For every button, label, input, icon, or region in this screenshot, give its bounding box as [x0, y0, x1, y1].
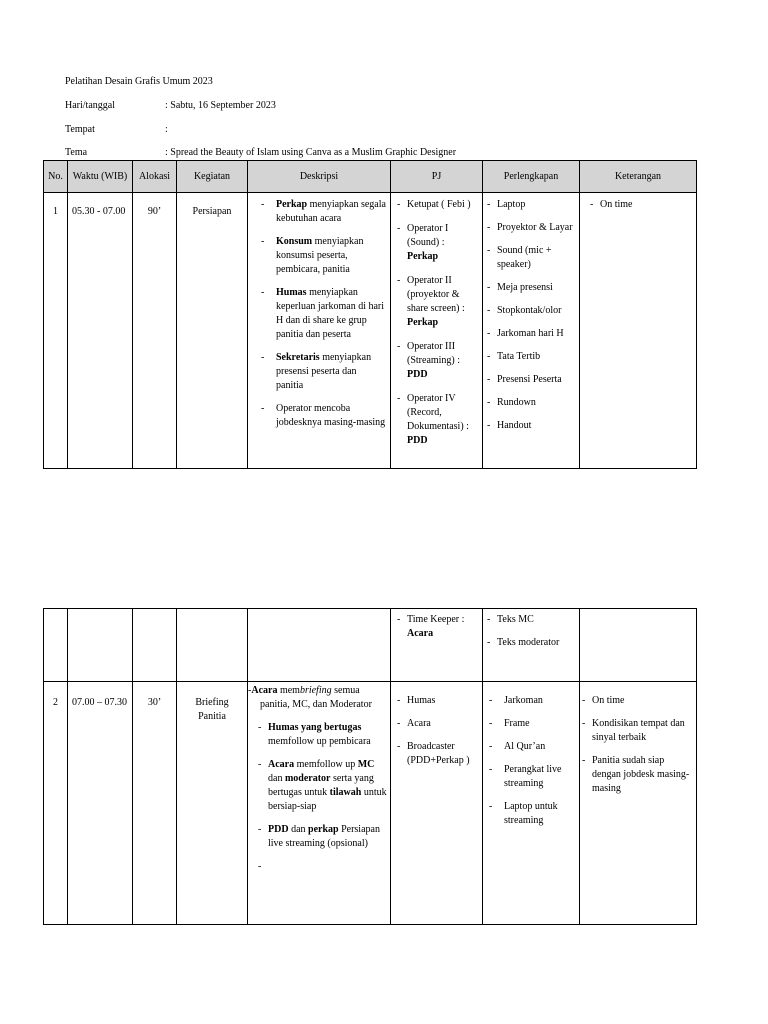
row-perlengkapan: [483, 193, 580, 469]
table-header-row: [44, 161, 697, 193]
list-item: - Teks MC: [487, 613, 575, 627]
list-item: - Jarkoman: [480, 694, 575, 708]
list-item: - Tata Tertib: [487, 350, 575, 364]
header-row-place: [65, 124, 168, 136]
list-item: - Humas: [397, 694, 478, 708]
schedule-table-2: [43, 608, 697, 925]
list-item: - Rundown: [487, 396, 575, 410]
cont-perlengkapan: [483, 609, 580, 682]
perlengkapan-list: [487, 613, 575, 650]
cont-pj: [391, 609, 483, 682]
desc-bold: Humas yang bertugas: [268, 722, 362, 733]
pj-bold: Perkap: [407, 251, 439, 262]
list-item: - Teks moderator: [487, 636, 575, 650]
desc-text: menyiapkan segala kebutuhan acara: [276, 199, 386, 224]
row-kegiatan-text: Briefing Panitia: [195, 697, 229, 722]
row-alokasi-text: 90’: [147, 206, 162, 217]
keterangan-list: [590, 198, 692, 212]
list-item: - Presensi Peserta: [487, 373, 575, 387]
table-row-continuation: [44, 609, 697, 682]
desc-bold: Humas: [276, 287, 307, 298]
pj-text: Operator IV (Record, Dokumentasi) :: [407, 393, 469, 432]
pj-bold: PDD: [407, 435, 428, 446]
header-row-date: [65, 100, 276, 112]
perlengkapan-list: [487, 198, 575, 433]
desc-bold: Sekretaris: [276, 352, 320, 363]
header-label: Tempat: [65, 124, 95, 135]
col-header-kegiatan: Kegiatan: [177, 161, 248, 193]
row-kegiatan-text: Persiapan: [192, 206, 232, 217]
pj-list: [397, 613, 478, 641]
row-alokasi-text: 30’: [147, 697, 162, 708]
cell-empty: [44, 609, 68, 682]
list-item: - Broadcaster (PDD+Perkap ): [397, 740, 478, 768]
desc-bold: moderator: [284, 773, 331, 784]
pj-list: [397, 694, 478, 768]
row-pj: [391, 682, 483, 925]
list-item: - Panitia sudah siap dengan jobdesk masing-masing: [582, 754, 692, 796]
header-label: Tema: [65, 147, 88, 158]
col-header-keterangan: Keterangan: [580, 161, 697, 193]
deskripsi-list: [252, 198, 386, 430]
desc-empty-item: -: [258, 861, 262, 872]
desc-text: memfollow up pembicara: [268, 736, 371, 747]
list-item: [252, 198, 386, 226]
cell-empty: [580, 609, 697, 682]
list-item: - Jarkoman hari H: [487, 327, 575, 341]
list-item: [252, 402, 386, 430]
pj-bold: PDD: [407, 369, 428, 380]
col-header-perlengkapan: Perlengkapan: [483, 161, 580, 193]
list-item: - Laptop: [487, 198, 575, 212]
desc-bold: Konsum: [276, 236, 313, 247]
pj-list: [397, 198, 478, 448]
desc-text: semua panitia, MC, dan Moderator: [260, 685, 372, 710]
row-waktu: [68, 682, 133, 925]
row-waktu-text: 05.30 - 07.00: [72, 206, 126, 217]
row-no: [44, 682, 68, 925]
list-item: - Kondisikan tempat dan sinyal terbaik: [582, 717, 692, 745]
pj-text: Operator II (proyektor & share screen) :: [407, 275, 465, 314]
list-item: - Sound (mic + speaker): [487, 244, 575, 272]
pj-bold: Perkap: [407, 317, 439, 328]
row-alokasi: [133, 682, 177, 925]
desc-text: dan: [268, 773, 285, 784]
pj-text: Operator I (Sound) :: [407, 223, 449, 248]
cell-empty: [177, 609, 248, 682]
list-item: - Acara: [397, 717, 478, 731]
list-item: - Perangkat live streaming: [480, 763, 575, 791]
row-no-text: 1: [53, 206, 58, 217]
desc-text: mem: [277, 685, 300, 696]
pj-bold: Acara: [407, 628, 434, 639]
col-header-pj: PJ: [391, 161, 483, 193]
list-item: [258, 721, 388, 749]
list-item: [397, 222, 478, 264]
list-item: - Frame: [480, 717, 575, 731]
cell-empty: [133, 609, 177, 682]
desc-bold: Acara: [268, 759, 295, 770]
row-waktu: [68, 193, 133, 469]
desc-bold: PDD: [268, 824, 289, 835]
list-item: - Meja presensi: [487, 281, 575, 295]
row-pj: [391, 193, 483, 469]
desc-text: untuk bersiap-siap: [268, 787, 387, 812]
list-item: - On time: [590, 198, 692, 212]
desc-text: Persiapan live streaming (opsional): [268, 824, 380, 849]
pj-text: Operator III (Streaming) :: [407, 341, 461, 366]
desc-italic: briefing: [299, 685, 332, 696]
pj-text: Ketupat ( Febi ): [407, 199, 471, 210]
row-keterangan: [580, 193, 697, 469]
list-item: [252, 235, 386, 277]
desc-text: menyiapkan konsumsi peserta, pembicara, panitia: [276, 236, 364, 275]
list-item: [252, 351, 386, 393]
col-header-alokasi: Alokasi: [133, 161, 177, 193]
desc-bold: perkap: [308, 824, 339, 835]
list-item: - Handout: [487, 419, 575, 433]
list-item: - Laptop untuk streaming: [480, 800, 575, 828]
cell-empty: [248, 609, 391, 682]
list-item: - Stopkontak/olor: [487, 304, 575, 318]
list-item: [397, 392, 478, 448]
schedule-table-1: [43, 160, 697, 469]
row-perlengkapan: [483, 682, 580, 925]
list-item: - Proyektor & Layar: [487, 221, 575, 235]
col-header-no: No.: [44, 161, 68, 193]
desc-bold: tilawah: [329, 787, 362, 798]
desc-bold: Perkap: [276, 199, 308, 210]
table-row: [44, 193, 697, 469]
row-no-text: 2: [53, 697, 58, 708]
header-value: : Spread the Beauty of Islam using Canva as a Muslim Graphic Designer: [165, 147, 457, 158]
list-item: [258, 758, 388, 814]
list-item: [397, 274, 478, 330]
list-item: - On time: [582, 694, 692, 708]
list-item: [258, 823, 388, 851]
keterangan-list: [582, 694, 692, 796]
header-value: : Sabtu, 16 September 2023: [165, 100, 276, 111]
row-deskripsi: [248, 682, 391, 925]
row-no: [44, 193, 68, 469]
list-item: [397, 613, 478, 641]
perlengkapan-list: [480, 694, 575, 828]
col-header-waktu: Waktu (WIB): [68, 161, 133, 193]
desc-first: -Acara membriefing semua panitia, MC, dan Moderator: [248, 685, 372, 710]
table-row: [44, 682, 697, 925]
desc-bold: MC: [357, 759, 375, 770]
list-item: [397, 340, 478, 382]
row-kegiatan: [177, 682, 248, 925]
desc-text: memfollow up: [294, 759, 358, 770]
desc-text: Operator mencoba jobdesknya masing-masing: [276, 403, 386, 428]
row-kegiatan: [177, 193, 248, 469]
desc-text: dan: [288, 824, 309, 835]
col-header-deskripsi: Deskripsi: [248, 161, 391, 193]
list-item: - Al Qur’an: [480, 740, 575, 754]
row-deskripsi: [248, 193, 391, 469]
header-row-theme: [65, 147, 456, 159]
header-label: Hari/tanggal: [65, 100, 115, 111]
deskripsi-list: [248, 721, 388, 851]
list-item: [252, 286, 386, 342]
header-value: :: [165, 124, 168, 135]
desc-bold: Acara: [251, 685, 278, 696]
desc-text: menyiapkan keperluan jarkoman di hari H dan di share ke grup panitia dan peserta: [276, 287, 385, 340]
cell-empty: [68, 609, 133, 682]
desc-text: menyiapkan presensi peserta dan panitia: [276, 352, 372, 391]
row-keterangan: [580, 682, 697, 925]
list-item: [397, 198, 478, 212]
desc-text: serta yang bertugas untuk: [268, 773, 374, 798]
row-alokasi: [133, 193, 177, 469]
doc-title: Pelatihan Desain Grafis Umum 2023: [65, 76, 213, 87]
row-waktu-text: 07.00 – 07.30: [72, 697, 127, 708]
pj-text: Time Keeper :: [407, 614, 465, 625]
